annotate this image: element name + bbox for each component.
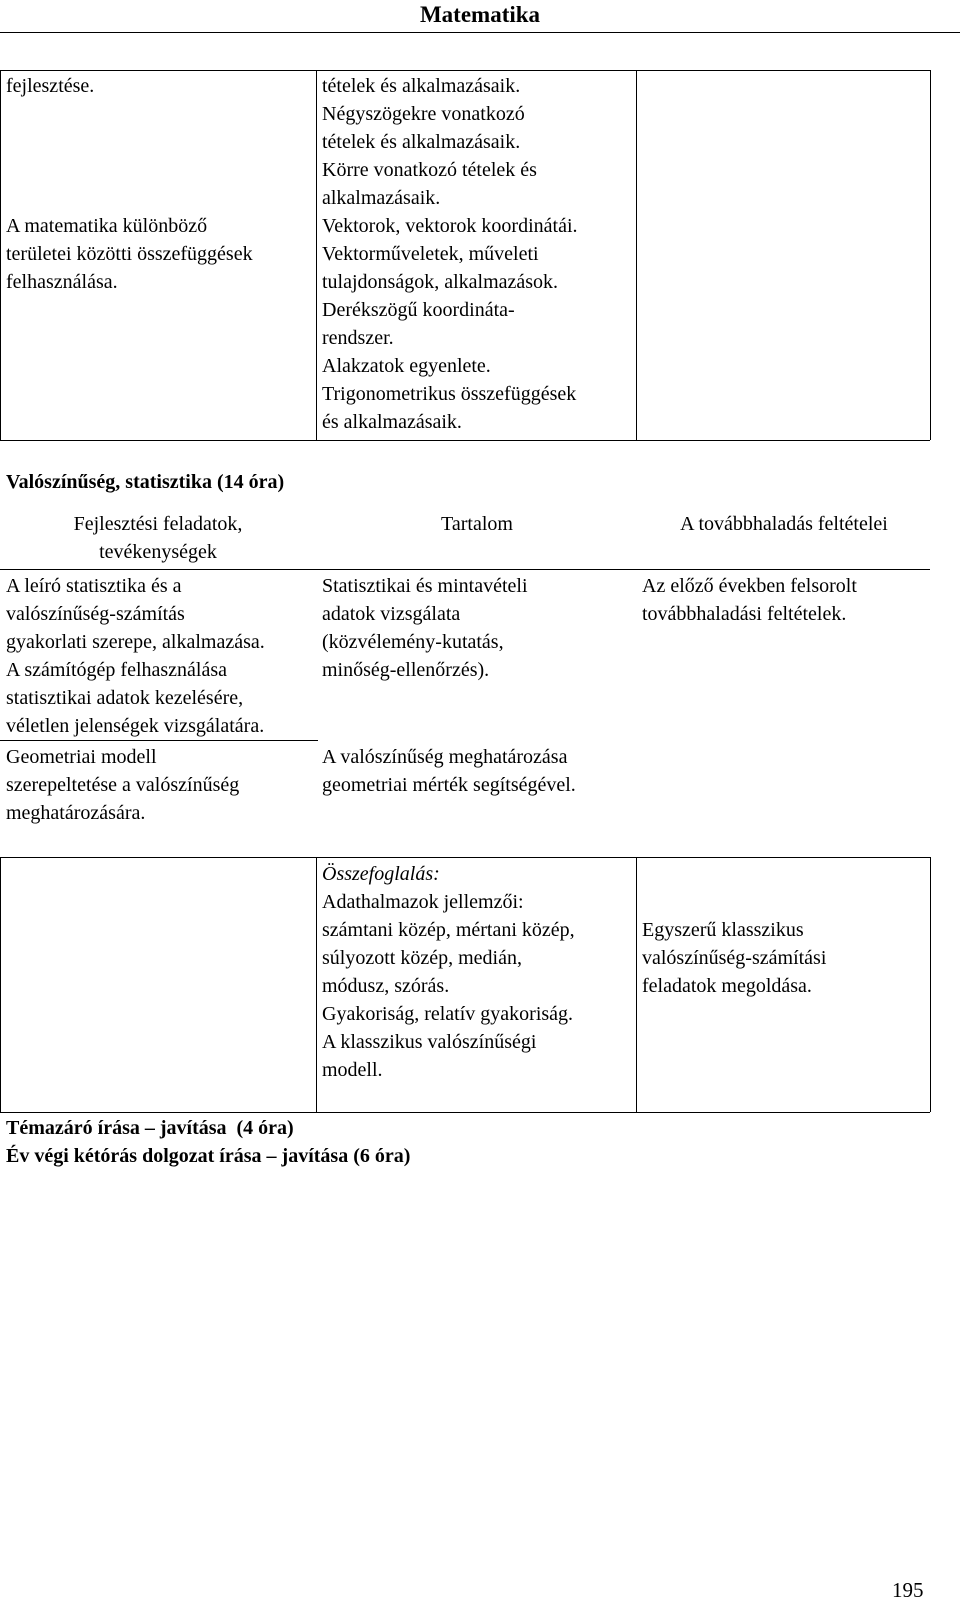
table1-col2-line: Vektorműveletek, műveleti <box>322 243 539 265</box>
table2-col1-line: szerepeltetése a valószínűség <box>6 774 240 796</box>
table1-col2-line: Trigonometrikus összefüggések <box>322 383 577 405</box>
table3-col2-line: A klasszikus valószínűségi <box>322 1031 537 1053</box>
table1-col1-line: fejlesztése. <box>6 75 95 97</box>
table1-col1-line: területei közötti összefüggések <box>6 243 253 265</box>
table2-col1-line: véletlen jelenségek vizsgálatára. <box>6 715 265 737</box>
table2-col2-line: minőség-ellenőrzés). <box>322 659 490 681</box>
table2-row-divider <box>0 740 318 741</box>
table1-col2-line: Körre vonatkozó tételek és <box>322 159 537 181</box>
table3-col3-line: valószínűség-számítási <box>642 947 827 969</box>
table2-col3-block1 <box>642 572 857 628</box>
table2-col1-line: Geometriai modell <box>6 746 157 768</box>
table2-col2-line: geometriai mérték segítségével. <box>322 774 576 796</box>
table1-col2-line: Vektorok, vektorok koordinátái. <box>322 215 578 237</box>
table1-col2-line: tulajdonságok, alkalmazások. <box>322 271 559 293</box>
table1-top-border <box>0 70 930 71</box>
table2-col2-line: Statisztikai és mintavételi <box>322 575 528 597</box>
table1-col2-line: rendszer. <box>322 327 394 349</box>
table2-col3-line: Az előző években felsorolt <box>642 575 857 597</box>
table1-border-col2 <box>636 70 637 440</box>
exam-lines <box>6 1114 410 1170</box>
section-title: Valószínűség, statisztika (14 óra) <box>6 471 285 493</box>
table2-col3-line: továbbhaladási feltételek. <box>642 603 847 625</box>
table3-col2 <box>322 860 575 1084</box>
page-number: 195 <box>892 1578 924 1602</box>
table3-col3 <box>642 916 826 1000</box>
table2-col2-block1 <box>322 572 528 684</box>
table3-col2-line: Adathalmazok jellemzői: <box>322 891 524 913</box>
table2-col1-line: gyakorlati szerepe, alkalmazása. <box>6 631 265 653</box>
table1-col2-line: tételek és alkalmazásaik. <box>322 131 521 153</box>
table1-border-left <box>0 70 1 440</box>
exam-line-theme-closing: Témazáró írása – javítása (4 óra) <box>6 1117 294 1139</box>
table3-col2-line: súlyozott közép, medián, <box>322 947 522 969</box>
table2-col1-line: A leíró statisztika és a <box>6 575 182 597</box>
table1-border-right <box>930 70 931 440</box>
table1-col2-line: Derékszögű koordináta- <box>322 299 515 321</box>
table1-bottom-border <box>0 440 930 441</box>
table1-border-col1 <box>316 70 317 440</box>
summary-title: Összefoglalás: <box>322 863 440 885</box>
table1-col2-line: Alakzatok egyenlete. <box>322 355 491 377</box>
table2-col1-line: A számítógép felhasználása <box>6 659 228 681</box>
table1-col1 <box>6 72 253 296</box>
header-content: Tartalom <box>441 513 513 535</box>
table2-col2-line: (közvélemény-kutatás, <box>322 631 504 653</box>
subject-title: Matematika <box>419 2 541 27</box>
table3-col2-line: modell. <box>322 1059 383 1081</box>
header-line: Fejlesztési feladatok, <box>73 513 243 535</box>
table3-top-border <box>0 857 930 858</box>
table2-col2-block2 <box>322 743 576 799</box>
table1-col2-line: alkalmazásaik. <box>322 187 441 209</box>
header-development-tasks <box>0 510 316 566</box>
table1-col2-line: Négyszögekre vonatkozó <box>322 103 525 125</box>
table3-border-right <box>930 857 931 1112</box>
table3-bottom-border <box>0 1112 930 1113</box>
table3-col2-line: számtani közép, mértani közép, <box>322 919 575 941</box>
table3-border-col2 <box>636 857 637 1112</box>
table1-col1-line: felhasználása. <box>6 271 118 293</box>
table3-col3-line: Egyszerű klasszikus <box>642 919 804 941</box>
header-progression-conditions: A továbbhaladás feltételei <box>680 513 888 535</box>
exam-line-year-end: Év végi kétórás dolgozat írása – javítása (6 óra) <box>6 1145 411 1167</box>
table2-col2-line: A valószínűség meghatározása <box>322 746 568 768</box>
table2-col1-line: meghatározására. <box>6 802 146 824</box>
table1-col1-line: A matematika különböző <box>6 215 208 237</box>
table3-col2-line: módusz, szórás. <box>322 975 450 997</box>
table1-col2 <box>322 72 578 436</box>
table1-col2-line: tételek és alkalmazásaik. <box>322 75 521 97</box>
table2-col1-line: valószínűség-számítás <box>6 603 185 625</box>
table3-border-left <box>0 857 1 1112</box>
header-line: tevékenységek <box>99 541 217 563</box>
table3-border-col1 <box>316 857 317 1112</box>
table2-col1-block2 <box>6 743 239 827</box>
table1-col2-line: és alkalmazásaik. <box>322 411 462 433</box>
table2-header-divider <box>0 569 930 570</box>
table2-col1-line: statisztikai adatok kezelésére, <box>6 687 244 709</box>
table2-col2-line: adatok vizsgálata <box>322 603 461 625</box>
table3-col2-line: Gyakoriság, relatív gyakoriság. <box>322 1003 574 1025</box>
table3-col3-line: feladatok megoldása. <box>642 975 812 997</box>
table2-col1-block1 <box>6 572 265 740</box>
page-header <box>0 0 960 33</box>
